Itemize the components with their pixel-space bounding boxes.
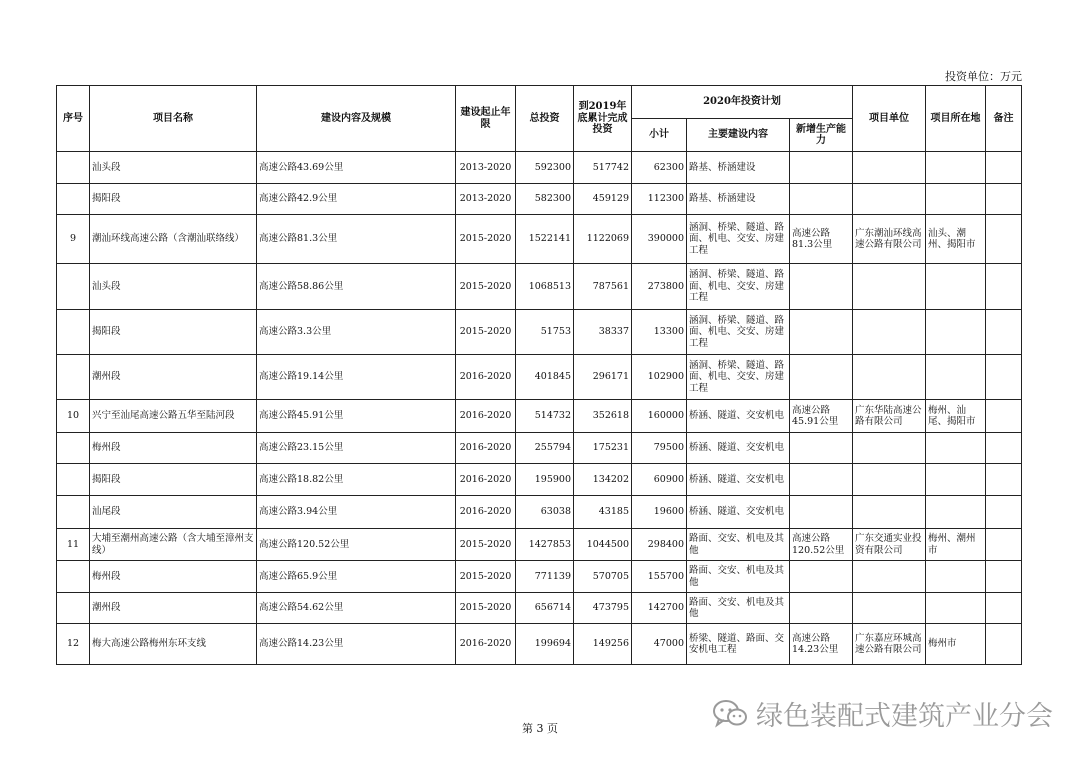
row-subtotal: 47000	[632, 624, 687, 665]
row-name: 揭阳段	[90, 184, 257, 215]
row-content: 高速公路65.9公里	[257, 561, 456, 593]
table-row	[57, 529, 1022, 561]
row-content: 高速公路45.91公里	[257, 400, 456, 433]
row-cumulative: 459129	[574, 184, 632, 215]
table-row	[57, 561, 1022, 593]
row-location	[926, 433, 986, 464]
row-seq	[57, 184, 90, 215]
row-main-content: 涵洞、桥梁、隧道、路面、机电、交安、房建工程	[687, 310, 790, 355]
row-name: 汕头段	[90, 264, 257, 310]
row-location	[926, 264, 986, 310]
row-period: 2015-2020	[456, 215, 516, 264]
row-period: 2015-2020	[456, 593, 516, 624]
row-content: 高速公路3.94公里	[257, 496, 456, 529]
header-location: 项目所在地	[926, 86, 986, 152]
row-capacity	[790, 593, 853, 624]
row-subtotal: 112300	[632, 184, 687, 215]
row-note	[986, 496, 1022, 529]
header-period: 建设起止年限	[456, 86, 516, 152]
row-note	[986, 355, 1022, 400]
row-cumulative: 134202	[574, 464, 632, 496]
row-name: 梅大高速公路梅州东环支线	[90, 624, 257, 665]
row-capacity	[790, 310, 853, 355]
row-capacity: 高速公路81.3公里	[790, 215, 853, 264]
row-total: 199694	[516, 624, 574, 665]
row-cumulative: 149256	[574, 624, 632, 665]
row-cumulative: 787561	[574, 264, 632, 310]
row-unit: 广东交通实业投资有限公司	[853, 529, 926, 561]
row-unit	[853, 184, 926, 215]
table-row	[57, 355, 1022, 400]
row-total: 51753	[516, 310, 574, 355]
row-main-content: 路面、交安、机电及其他	[687, 561, 790, 593]
row-period: 2015-2020	[456, 264, 516, 310]
row-note	[986, 464, 1022, 496]
row-unit	[853, 310, 926, 355]
table-row	[57, 152, 1022, 184]
row-name: 汕头段	[90, 152, 257, 184]
row-cumulative: 570705	[574, 561, 632, 593]
row-period: 2016-2020	[456, 496, 516, 529]
row-main-content: 涵洞、桥梁、隧道、路面、机电、交安、房建工程	[687, 264, 790, 310]
row-subtotal: 13300	[632, 310, 687, 355]
row-period: 2016-2020	[456, 433, 516, 464]
row-main-content: 路基、桥涵建设	[687, 184, 790, 215]
row-main-content: 涵洞、桥梁、隧道、路面、机电、交安、房建工程	[687, 215, 790, 264]
row-main-content: 桥梁、隧道、路面、交安机电工程	[687, 624, 790, 665]
row-capacity	[790, 355, 853, 400]
row-capacity	[790, 433, 853, 464]
row-main-content: 涵洞、桥梁、隧道、路面、机电、交安、房建工程	[687, 355, 790, 400]
row-total: 1427853	[516, 529, 574, 561]
row-period: 2013-2020	[456, 152, 516, 184]
row-unit	[853, 152, 926, 184]
row-subtotal: 390000	[632, 215, 687, 264]
row-cumulative: 1044500	[574, 529, 632, 561]
row-location: 梅州市	[926, 624, 986, 665]
row-period: 2015-2020	[456, 529, 516, 561]
row-seq: 11	[57, 529, 90, 561]
row-seq	[57, 464, 90, 496]
row-total: 255794	[516, 433, 574, 464]
row-seq	[57, 593, 90, 624]
row-total: 195900	[516, 464, 574, 496]
row-total: 592300	[516, 152, 574, 184]
row-content: 高速公路19.14公里	[257, 355, 456, 400]
row-name: 梅州段	[90, 433, 257, 464]
header-capacity: 新增生产能力	[790, 119, 853, 152]
investment-plan-table	[56, 85, 1022, 665]
row-name: 大埔至潮州高速公路（含大埔至漳州支线）	[90, 529, 257, 561]
row-name: 潮州段	[90, 593, 257, 624]
table-row	[57, 464, 1022, 496]
row-content: 高速公路120.52公里	[257, 529, 456, 561]
row-name: 汕尾段	[90, 496, 257, 529]
header-subtotal: 小计	[632, 119, 687, 152]
row-cumulative: 43185	[574, 496, 632, 529]
row-capacity	[790, 561, 853, 593]
row-unit	[853, 355, 926, 400]
row-cumulative: 473795	[574, 593, 632, 624]
row-period: 2016-2020	[456, 355, 516, 400]
row-name: 潮汕环线高速公路（含潮汕联络线）	[90, 215, 257, 264]
row-note	[986, 215, 1022, 264]
row-total: 514732	[516, 400, 574, 433]
watermark	[712, 694, 1053, 733]
row-total: 1068513	[516, 264, 574, 310]
row-subtotal: 160000	[632, 400, 687, 433]
row-capacity	[790, 264, 853, 310]
row-period: 2016-2020	[456, 464, 516, 496]
row-period: 2016-2020	[456, 400, 516, 433]
row-name: 梅州段	[90, 561, 257, 593]
row-seq	[57, 561, 90, 593]
row-content: 高速公路58.86公里	[257, 264, 456, 310]
row-capacity	[790, 464, 853, 496]
header-total: 总投资	[516, 86, 574, 152]
row-total: 63038	[516, 496, 574, 529]
row-content: 高速公路54.62公里	[257, 593, 456, 624]
row-unit: 广东华陆高速公路有限公司	[853, 400, 926, 433]
row-main-content: 桥涵、隧道、交安机电	[687, 433, 790, 464]
page-number: 第 3 页	[522, 722, 558, 735]
table-row	[57, 310, 1022, 355]
row-content: 高速公路42.9公里	[257, 184, 456, 215]
row-note	[986, 593, 1022, 624]
header-name: 项目名称	[90, 86, 257, 152]
row-capacity: 高速公路45.91公里	[790, 400, 853, 433]
table-row	[57, 400, 1022, 433]
row-subtotal: 62300	[632, 152, 687, 184]
row-subtotal: 142700	[632, 593, 687, 624]
header-plan-2020: 2020年投资计划	[632, 86, 853, 119]
row-total: 656714	[516, 593, 574, 624]
wechat-icon	[712, 699, 748, 729]
row-seq: 10	[57, 400, 90, 433]
row-main-content: 桥涵、隧道、交安机电	[687, 400, 790, 433]
row-seq	[57, 310, 90, 355]
row-main-content: 桥涵、隧道、交安机电	[687, 496, 790, 529]
row-main-content: 路面、交安、机电及其他	[687, 593, 790, 624]
row-capacity	[790, 496, 853, 529]
investment-unit-label: 投资单位：万元	[945, 70, 1022, 83]
row-content: 高速公路3.3公里	[257, 310, 456, 355]
row-note	[986, 184, 1022, 215]
row-main-content: 桥涵、隧道、交安机电	[687, 464, 790, 496]
row-name: 兴宁至汕尾高速公路五华至陆河段	[90, 400, 257, 433]
row-content: 高速公路23.15公里	[257, 433, 456, 464]
row-period: 2015-2020	[456, 310, 516, 355]
row-location	[926, 561, 986, 593]
row-unit: 广东嘉应环城高速公路有限公司	[853, 624, 926, 665]
row-subtotal: 19600	[632, 496, 687, 529]
row-subtotal: 60900	[632, 464, 687, 496]
header-main-content: 主要建设内容	[687, 119, 790, 152]
row-note	[986, 310, 1022, 355]
row-unit	[853, 593, 926, 624]
table-row	[57, 593, 1022, 624]
row-total: 771139	[516, 561, 574, 593]
row-main-content: 路面、交安、机电及其他	[687, 529, 790, 561]
row-unit	[853, 433, 926, 464]
row-cumulative: 1122069	[574, 215, 632, 264]
row-seq	[57, 496, 90, 529]
row-location	[926, 310, 986, 355]
row-seq: 12	[57, 624, 90, 665]
row-note	[986, 433, 1022, 464]
row-unit	[853, 464, 926, 496]
table-row	[57, 496, 1022, 529]
row-period: 2015-2020	[456, 561, 516, 593]
row-unit	[853, 561, 926, 593]
row-location	[926, 355, 986, 400]
row-location	[926, 593, 986, 624]
table-row	[57, 184, 1022, 215]
row-name: 潮州段	[90, 355, 257, 400]
row-main-content: 路基、桥涵建设	[687, 152, 790, 184]
row-cumulative: 352618	[574, 400, 632, 433]
row-seq: 9	[57, 215, 90, 264]
row-cumulative: 517742	[574, 152, 632, 184]
row-total: 401845	[516, 355, 574, 400]
row-content: 高速公路43.69公里	[257, 152, 456, 184]
row-location	[926, 152, 986, 184]
header-content: 建设内容及规模	[257, 86, 456, 152]
row-total: 1522141	[516, 215, 574, 264]
row-location	[926, 184, 986, 215]
row-unit	[853, 264, 926, 310]
row-note	[986, 561, 1022, 593]
row-note	[986, 152, 1022, 184]
watermark-text: 绿色装配式建筑产业分会	[756, 701, 1053, 732]
row-seq	[57, 433, 90, 464]
header-cumulative: 到2019年底累计完成投资	[574, 86, 632, 152]
row-capacity: 高速公路14.23公里	[790, 624, 853, 665]
row-location	[926, 464, 986, 496]
row-content: 高速公路18.82公里	[257, 464, 456, 496]
row-name: 揭阳段	[90, 464, 257, 496]
table-row	[57, 624, 1022, 665]
row-capacity	[790, 152, 853, 184]
table-row	[57, 215, 1022, 264]
header-unit: 项目单位	[853, 86, 926, 152]
table-row	[57, 433, 1022, 464]
row-total: 582300	[516, 184, 574, 215]
row-period: 2016-2020	[456, 624, 516, 665]
row-note	[986, 400, 1022, 433]
header-seq: 序号	[57, 86, 90, 152]
row-subtotal: 102900	[632, 355, 687, 400]
row-seq	[57, 152, 90, 184]
row-location: 汕头、潮州、揭阳市	[926, 215, 986, 264]
row-content: 高速公路14.23公里	[257, 624, 456, 665]
row-location: 梅州、汕尾、揭阳市	[926, 400, 986, 433]
row-cumulative: 175231	[574, 433, 632, 464]
row-subtotal: 79500	[632, 433, 687, 464]
row-content: 高速公路81.3公里	[257, 215, 456, 264]
row-capacity	[790, 184, 853, 215]
row-period: 2013-2020	[456, 184, 516, 215]
header-note: 备注	[986, 86, 1022, 152]
row-note	[986, 624, 1022, 665]
row-name: 揭阳段	[90, 310, 257, 355]
row-subtotal: 298400	[632, 529, 687, 561]
row-cumulative: 296171	[574, 355, 632, 400]
table-row	[57, 264, 1022, 310]
row-note	[986, 264, 1022, 310]
row-capacity: 高速公路120.52公里	[790, 529, 853, 561]
row-unit	[853, 496, 926, 529]
row-note	[986, 529, 1022, 561]
row-subtotal: 155700	[632, 561, 687, 593]
row-location: 梅州、潮州市	[926, 529, 986, 561]
row-subtotal: 273800	[632, 264, 687, 310]
row-unit: 广东潮汕环线高速公路有限公司	[853, 215, 926, 264]
row-seq	[57, 355, 90, 400]
row-location	[926, 496, 986, 529]
row-cumulative: 38337	[574, 310, 632, 355]
row-seq	[57, 264, 90, 310]
